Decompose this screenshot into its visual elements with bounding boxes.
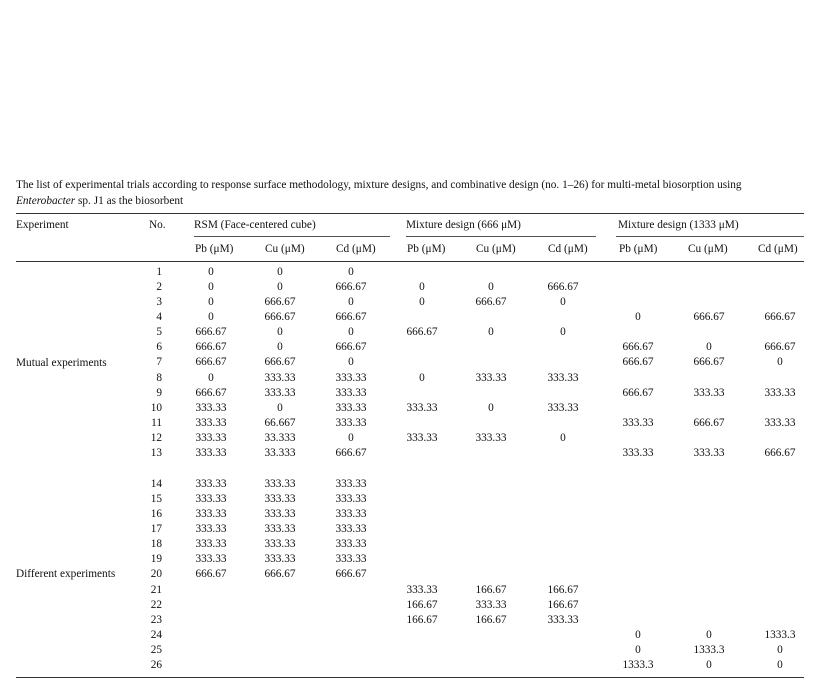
table-cell-m666-pb: 0	[419, 371, 425, 384]
row-number: 5	[156, 326, 162, 339]
header-col: Cd (μM)	[548, 243, 588, 255]
row-number: 24	[150, 628, 162, 641]
row-number: 11	[151, 416, 162, 429]
table-cell-m666-pb: 166.67	[406, 613, 438, 626]
header-col: Cd (μM)	[758, 243, 798, 255]
row-number: 22	[150, 598, 162, 611]
caption-line2: sp. J1 as the biosorbent	[75, 195, 184, 207]
table-cell-m666-pb: 333.33	[406, 431, 438, 444]
table-cell-m666-cu: 0	[488, 401, 494, 414]
table-cell-m1333-cd: 666.67	[764, 446, 796, 459]
table-cell-m666-cu: 666.67	[475, 296, 507, 309]
row-number: 16	[150, 508, 162, 521]
table-bottom-rule	[16, 677, 804, 678]
table-cell-rsm-cu: 333.33	[264, 478, 296, 490]
row-number: 13	[150, 446, 162, 459]
row-number: 18	[150, 538, 162, 551]
header-bottom-rule	[16, 261, 804, 262]
table-cell-rsm-cd: 333.33	[335, 553, 367, 566]
table-cell-rsm-cu: 0	[277, 341, 283, 354]
table-cell-rsm-pb: 666.67	[195, 341, 227, 354]
table-cell-m666-pb: 333.33	[406, 401, 438, 414]
table-cell-m1333-cd: 333.33	[764, 416, 796, 429]
row-number: 10	[150, 401, 162, 414]
table-cell-m666-cu: 333.33	[475, 371, 507, 384]
row-number: 8	[156, 371, 162, 384]
table-cell-rsm-cu: 333.33	[264, 371, 296, 384]
table-cell-m1333-cd: 333.33	[764, 386, 796, 399]
table-cell-m1333-cu: 666.67	[693, 416, 725, 429]
table-cell-m666-cd: 333.33	[547, 613, 579, 626]
table-cell-m666-cu: 166.67	[475, 583, 507, 596]
table-cell-rsm-cd: 666.67	[335, 311, 367, 324]
table-cell-rsm-cu: 666.67	[264, 356, 296, 369]
table-cell-rsm-cd: 0	[348, 326, 354, 339]
row-number: 2	[156, 281, 162, 294]
table-cell-rsm-pb: 0	[208, 311, 214, 324]
header-group-rsm: RSM (Face-centered cube)	[194, 219, 316, 231]
table-cell-m666-cd: 333.33	[547, 371, 579, 384]
table-cell-rsm-cd: 0	[348, 356, 354, 369]
table-cell-rsm-cu: 0	[277, 326, 283, 339]
row-number: 6	[156, 341, 162, 354]
table-cell-rsm-cu: 666.67	[264, 296, 296, 309]
table-cell-m666-cd: 166.67	[547, 583, 579, 596]
row-number: 17	[150, 523, 162, 536]
table-cell-rsm-pb: 0	[208, 296, 214, 309]
table-cell-m1333-cd: 1333.3	[764, 628, 796, 641]
table-cell-m1333-cu: 333.33	[693, 446, 725, 459]
table-cell-m1333-pb: 0	[635, 643, 641, 656]
table-cell-m666-cd: 0	[560, 296, 566, 309]
table-cell-m1333-pb: 333.33	[622, 446, 654, 459]
group-label-mutual: Mutual experiments	[16, 357, 107, 369]
table-cell-rsm-pb: 333.33	[195, 416, 227, 429]
table-cell-m1333-cu: 0	[706, 341, 712, 354]
mix1333-group-rule	[616, 236, 804, 237]
table-cell-rsm-cd: 666.67	[335, 568, 367, 581]
table-cell-rsm-cu: 0	[277, 281, 283, 294]
rsm-group-rule	[194, 236, 390, 237]
table-cell-rsm-cd: 333.33	[335, 523, 367, 536]
table-cell-rsm-pb: 333.33	[195, 523, 227, 536]
table-cell-rsm-cu: 33.333	[264, 446, 296, 459]
table-cell-m1333-cd: 0	[777, 356, 783, 369]
table-cell-m1333-cd: 666.67	[764, 341, 796, 354]
table-cell-m1333-pb: 666.67	[622, 341, 654, 354]
table-cell-m666-cu: 0	[488, 281, 494, 294]
header-col: Pb (μM)	[619, 243, 658, 255]
table-cell-m666-pb: 0	[419, 281, 425, 294]
row-number: 15	[150, 493, 162, 506]
table-cell-rsm-cd: 333.33	[335, 538, 367, 551]
table-cell-rsm-pb: 333.33	[195, 508, 227, 521]
table-cell-rsm-pb: 666.67	[195, 568, 227, 581]
table-cell-rsm-cd: 333.33	[335, 508, 367, 521]
header-col: Cd (μM)	[336, 243, 376, 255]
row-number: 4	[156, 311, 162, 324]
table-cell-rsm-cd: 333.33	[335, 371, 367, 384]
row-number: 20	[150, 568, 162, 581]
table-cell-rsm-cd: 666.67	[335, 446, 367, 459]
table-cell-rsm-cd: 666.67	[335, 341, 367, 354]
table-cell-m1333-cu: 0	[706, 658, 712, 671]
table-cell-m666-cu: 333.33	[475, 598, 507, 611]
table-cell-rsm-cd: 333.33	[335, 493, 367, 506]
table-cell-m666-pb: 666.67	[406, 326, 438, 339]
table-cell-rsm-pb: 666.67	[195, 386, 227, 399]
table-cell-rsm-cu: 0	[277, 401, 283, 414]
row-number: 9	[156, 386, 162, 399]
table-cell-rsm-pb: 0	[208, 266, 214, 278]
table-cell-m1333-cu: 666.67	[693, 356, 725, 369]
table-cell-rsm-cu: 66.667	[264, 416, 296, 429]
table-cell-m1333-cu: 0	[706, 628, 712, 641]
table-cell-rsm-pb: 666.67	[195, 326, 227, 339]
table-cell-rsm-cu: 333.33	[264, 538, 296, 551]
caption-line1: The list of experimental trials according to response surface methodology, mixture designs, and combinative design (no. 1–26) for multi-metal biosorption using	[16, 179, 742, 191]
row-number: 23	[150, 613, 162, 626]
header-group-mix666: Mixture design (666 μM)	[406, 219, 521, 231]
table-cell-rsm-cu: 666.67	[264, 311, 296, 324]
table-cell-rsm-cd: 333.33	[335, 416, 367, 429]
table-cell-rsm-pb: 333.33	[195, 401, 227, 414]
row-number: 26	[150, 658, 162, 671]
table-cell-rsm-cu: 333.33	[264, 386, 296, 399]
row-number: 19	[150, 553, 162, 566]
table-cell-m1333-pb: 1333.3	[622, 658, 654, 671]
header-experiment: Experiment	[16, 219, 69, 231]
header-col: Pb (μM)	[195, 243, 234, 255]
header-col: Cu (μM)	[265, 243, 305, 255]
table-cell-m1333-cd: 666.67	[764, 311, 796, 324]
table-cell-m666-pb: 166.67	[406, 598, 438, 611]
table-cell-m666-cu: 166.67	[475, 613, 507, 626]
table-cell-rsm-cd: 333.33	[335, 401, 367, 414]
table-cell-m1333-pb: 0	[635, 311, 641, 324]
table-cell-m666-cd: 0	[560, 326, 566, 339]
table-cell-rsm-pb: 333.33	[195, 431, 227, 444]
table-cell-rsm-pb: 333.33	[195, 538, 227, 551]
row-number: 1	[156, 266, 162, 278]
table-cell-m1333-pb: 666.67	[622, 386, 654, 399]
table-cell-m1333-cd: 0	[777, 658, 783, 671]
table-cell-rsm-pb: 333.33	[195, 553, 227, 566]
row-number: 3	[156, 296, 162, 309]
caption-organism: Enterobacter	[16, 195, 76, 207]
header-col: Cu (μM)	[476, 243, 516, 255]
table-cell-m1333-cu: 333.33	[693, 386, 725, 399]
row-number: 21	[150, 583, 162, 596]
table-cell-m1333-pb: 0	[635, 628, 641, 641]
table-cell-m1333-cu: 1333.3	[693, 643, 725, 656]
table-cell-m666-cd: 666.67	[547, 281, 579, 294]
table-cell-rsm-pb: 333.33	[195, 478, 227, 490]
table-cell-rsm-pb: 333.33	[195, 493, 227, 506]
table-cell-rsm-cu: 666.67	[264, 568, 296, 581]
header-no: No.	[149, 219, 166, 231]
table-caption	[16, 177, 806, 209]
table-cell-rsm-cu: 333.33	[264, 553, 296, 566]
group-label-different: Different experiments	[16, 568, 116, 580]
table-cell-m666-cd: 166.67	[547, 598, 579, 611]
row-number: 14	[150, 478, 162, 490]
table-cell-m1333-cu: 666.67	[693, 311, 725, 324]
table-cell-rsm-cu: 333.33	[264, 523, 296, 536]
table-cell-m666-cd: 0	[560, 431, 566, 444]
table-cell-rsm-pb: 666.67	[195, 356, 227, 369]
table-cell-m666-cd: 333.33	[547, 401, 579, 414]
table-cell-rsm-cu: 333.33	[264, 508, 296, 521]
table-cell-m666-cu: 0	[488, 326, 494, 339]
table-cell-rsm-pb: 0	[208, 281, 214, 294]
table-cell-rsm-cd: 0	[348, 296, 354, 309]
header-col: Pb (μM)	[407, 243, 446, 255]
table-cell-rsm-pb: 333.33	[195, 446, 227, 459]
table-cell-m666-pb: 333.33	[406, 583, 438, 596]
table-cell-m1333-pb: 333.33	[622, 416, 654, 429]
table-cell-rsm-pb: 0	[208, 371, 214, 384]
table-cell-rsm-cd: 333.33	[335, 478, 367, 490]
row-number: 12	[150, 431, 162, 444]
table-cell-rsm-cu: 333.33	[264, 493, 296, 506]
table-cell-rsm-cd: 0	[348, 266, 354, 278]
table-cell-rsm-cd: 333.33	[335, 386, 367, 399]
table-cell-m666-cu: 333.33	[475, 431, 507, 444]
mix666-group-rule	[406, 236, 596, 237]
row-number: 7	[156, 356, 162, 369]
table-cell-rsm-cd: 0	[348, 431, 354, 444]
header-col: Cu (μM)	[688, 243, 728, 255]
header-group-mix1333: Mixture design (1333 μM)	[618, 219, 739, 231]
table-top-rule	[16, 213, 804, 214]
table-cell-rsm-cu: 0	[277, 266, 283, 278]
table-cell-rsm-cd: 666.67	[335, 281, 367, 294]
table-cell-m1333-pb: 666.67	[622, 356, 654, 369]
row-number: 25	[150, 643, 162, 656]
table-cell-rsm-cu: 33.333	[264, 431, 296, 444]
table-cell-m1333-cd: 0	[777, 643, 783, 656]
table-cell-m666-pb: 0	[419, 296, 425, 309]
